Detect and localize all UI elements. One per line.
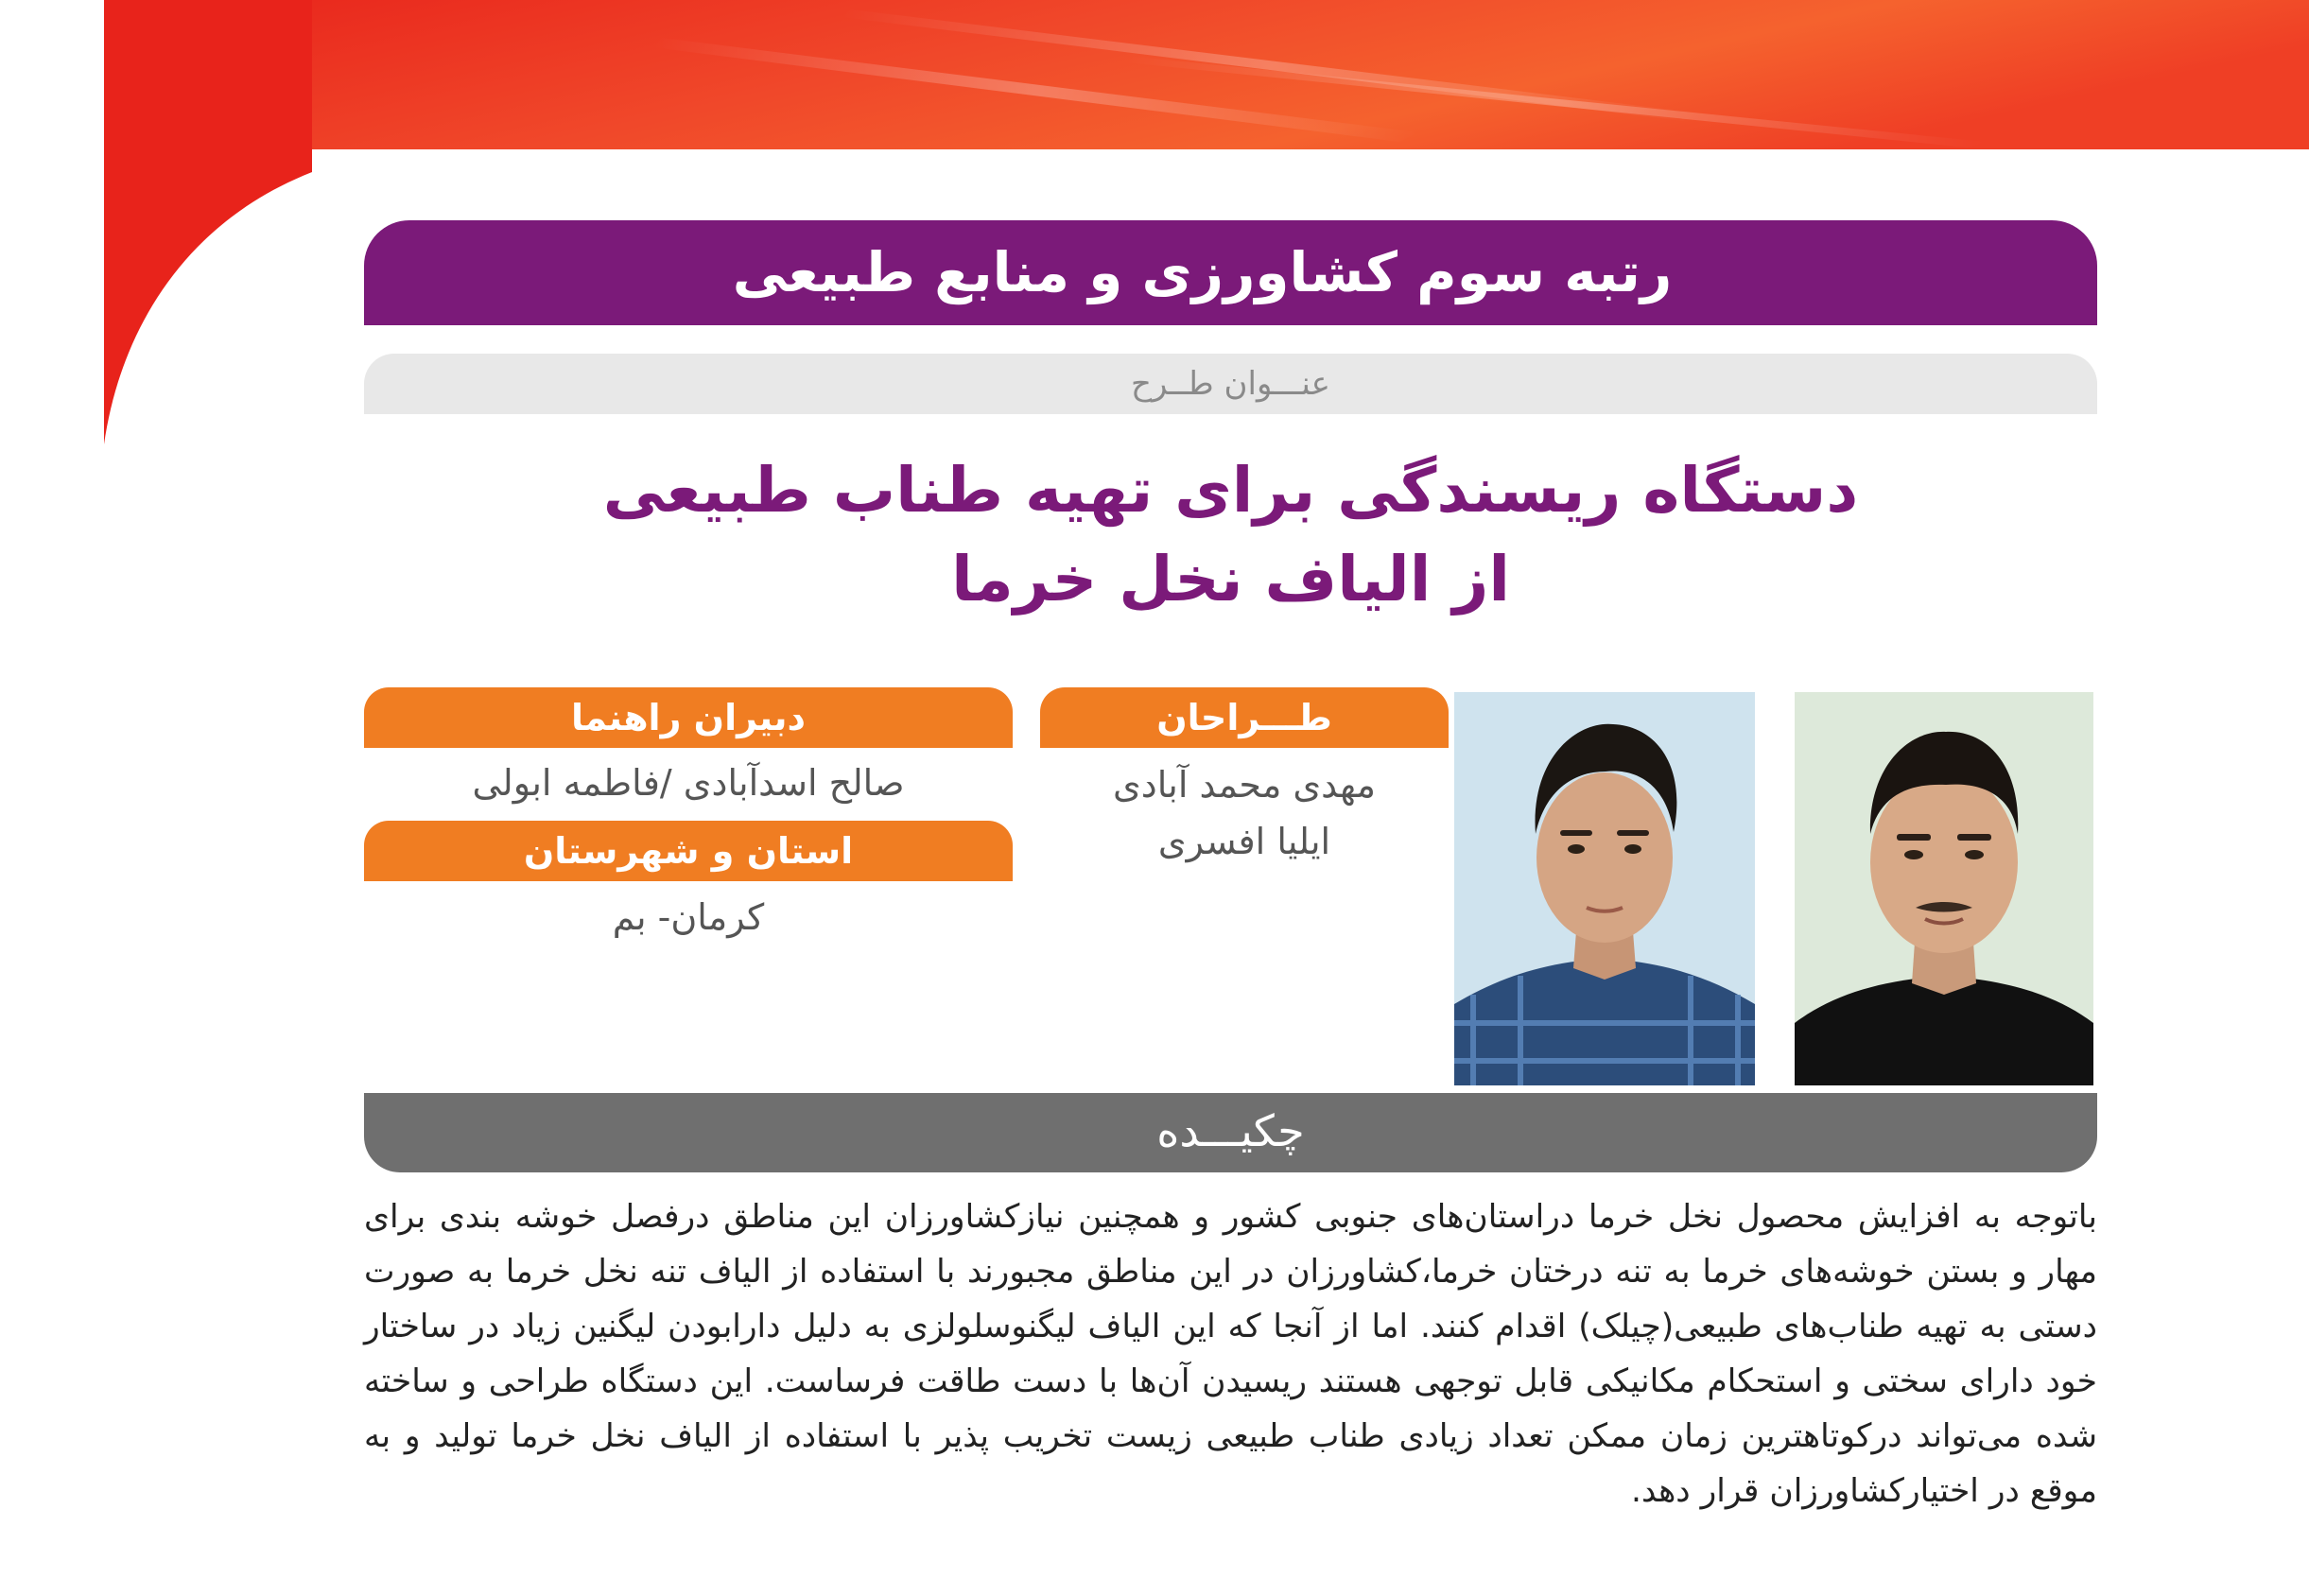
supervisors-label: دبیران راهنما: [364, 687, 1013, 748]
designers-names: [1040, 756, 1449, 870]
supervisors-names: صالح اسدآبادی /فاطمه ابولی: [472, 762, 905, 804]
designer-name-1: مهدی محمد آبادی: [1113, 764, 1376, 806]
portrait-icon: [1795, 692, 2093, 1085]
rank-title: رتبه سوم کشاورزی و منابع طبیعی: [364, 220, 2097, 325]
abstract-label: چکیـــده: [364, 1093, 2097, 1172]
project-title: [364, 446, 2097, 624]
province-value: کرمان- بم: [612, 896, 765, 938]
abstract-text: باتوجه به افزایش محصول نخل خرما دراستان‌های جنوبی کشور و همچنین نیازکشاورزان این مناطق درفصل خوشه بندی برای مهار و بستن خوشه‌های خرما به تنه درختان خرما،کشاورزان در این مناطق مجبورند با استفاده از الیاف تنه نخل خرما به صورت دستی به تهیه طناب‌های طبیعی(چیلک) اقدام کنند. اما از آنجا که این الیاف لیگنوسلولزی به دلیل دارابودن لیگنین زیاد در ساختار خود دارای سختی و استحکام مکانیکی قابل توجهی هستند ریسیدن آن‌ها با دست طاقت فرساست. این دستگاه طراحی و ساخته شده می‌تواند درکوتاهترین زمان ممکن تعداد زیادی طناب طبیعی زیست تخریب پذیر با استفاده از الیاف نخل خرما تولید و به موقع در اختیارکشاورزان قرار دهد.: [364, 1198, 2097, 1510]
project-title-label: عنـــوان طــرح: [364, 354, 2097, 414]
portrait-icon: [1454, 692, 1755, 1085]
designer-photo-1: [1795, 692, 2093, 1085]
project-title-line-2: از الیاف نخل خرما: [951, 543, 1510, 616]
project-title-line-1: دستگاه ریسندگی برای تهیه طناب طبیعی: [602, 454, 1859, 527]
designers-label: طـــراحان: [1040, 687, 1449, 748]
province-label: استان و شهرستان: [364, 821, 1013, 881]
designer-name-2: ایلیا افسری: [1157, 821, 1331, 862]
designer-photo-2: [1454, 692, 1755, 1085]
